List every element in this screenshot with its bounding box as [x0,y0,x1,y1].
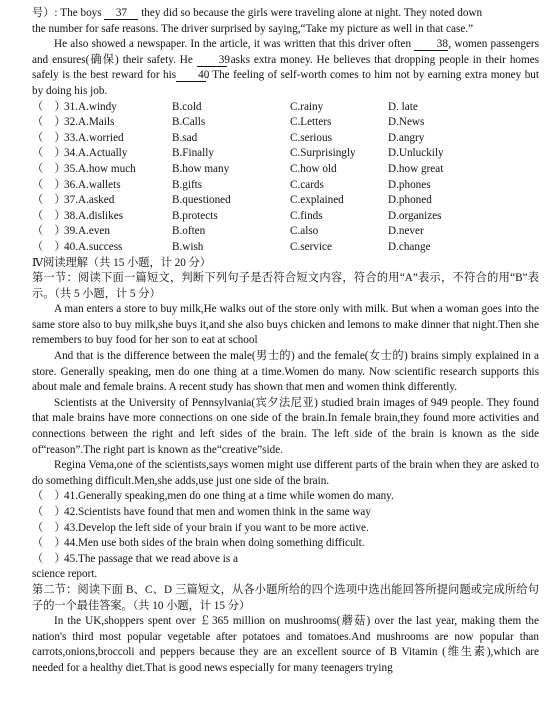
part-instruction: 第一节：阅读下面一篇短文，判断下列句子是否符合短文内容，符合的用“A”表示，不符合的用“B”表示。（共 5 小题，计 5 分） [32,272,539,300]
blank-40: 40 [176,69,206,82]
option-d: D.Unluckily [388,147,444,160]
option-d: D.phoned [388,194,432,207]
section-heading: Ⅳ阅读理解（共 15 小题，计 20 分） [32,256,211,269]
option-row [32,100,539,116]
option-a: 37.A.asked [64,194,115,207]
option-c: C.rainy [290,100,324,113]
options-list [32,100,539,256]
question-text: 44.Men use both sides of the brain when doing something difficult. [64,537,365,550]
option-row [32,146,539,162]
text-span: asks extra money. He believes that dropping people in their homes safely is the best reward for his [32,53,540,82]
option-row [32,162,539,178]
question-row [32,536,539,552]
option-d: D.phones [388,178,431,191]
option-b: B.wish [172,240,204,253]
option-c: C.Letters [290,116,332,129]
question-text: 45.The passage that we read above is a [64,552,238,565]
answer-paren[interactable]: （ ） [32,506,66,518]
option-a: 34.A.Actually [64,147,128,160]
option-c: C.serious [290,131,332,144]
text-span: 号）: The boys [32,7,102,19]
option-b: B.questioned [172,194,231,207]
option-d: D.how great [388,162,444,175]
answer-paren[interactable]: （ ） [32,225,66,238]
answer-paren[interactable]: （ ） [32,116,66,129]
passage-paragraph [32,37,539,99]
answer-paren[interactable]: （ ） [32,537,66,550]
answer-paren[interactable]: （ ） [32,178,66,191]
option-d: D. late [388,100,418,113]
option-d: D.angry [388,131,425,144]
answer-paren[interactable]: （ ） [32,162,66,175]
option-b: B.often [172,225,206,238]
option-row [32,193,539,209]
option-b: B.Calls [172,116,206,129]
question-text: 41.Generally speaking,men do one thing at a time while women do many. [64,490,394,503]
option-b: B.gifts [172,178,203,191]
blank-39: 39 [197,54,227,67]
answer-paren[interactable]: （ ） [32,240,66,253]
option-b: B.sad [172,131,198,144]
option-c: C.how old [290,162,337,175]
option-a: 33.A.worried [64,131,124,144]
answer-paren[interactable]: （ ） [32,490,66,503]
option-b: B.how many [172,162,230,175]
option-b: B.protects [172,209,218,222]
option-b: B.Finally [172,147,214,160]
question-row [32,505,539,521]
passage-paragraph: Regina Vema,one of the scientists,says women might use different parts of the brain when they are asked to do something difficult.Men,she adds,use just one side of the brain. [32,459,539,487]
option-row [32,178,539,194]
option-c: C.explained [290,194,344,207]
option-a: 39.A.even [64,225,110,238]
question-text: 43.Develop the left side of your brain if you want to be more active. [64,521,369,534]
option-d: D.change [388,240,431,253]
option-d: D.News [388,116,425,129]
option-a: 38.A.dislikes [64,209,124,222]
option-a: 40.A.success [64,240,123,253]
option-row [32,115,539,131]
option-c: C.finds [290,209,323,222]
question-continuation: science report. [32,568,98,581]
option-row [32,209,539,225]
text-span: , women passengers and ensures(确保) their safety. He [32,38,539,66]
option-c: C.cards [290,178,324,191]
option-row [32,240,539,256]
option-c: C.also [290,225,319,238]
answer-paren[interactable]: （ ） [32,521,66,534]
option-row [32,131,539,147]
option-a: 31.A.windy [64,100,117,113]
question-row [32,489,539,505]
option-d: D.organizes [388,209,442,222]
question-text: 42.Scientists have found that men and women think in the same way [64,506,371,518]
option-a: 35.A.how much [64,162,136,175]
question-row [32,552,539,568]
option-d: D.never [388,225,424,238]
passage-paragraph: Scientists at the University of Pennsylvania(宾夕法尼亚) studied brain images of 949 people. They found that male brains have more connections on one side of the brain.In female brain,they found more activities and connections between the right and left sides of the brain. The left side of the brain is known as the side of“reason”.The right part is known as the“creative”side. [32,396,539,456]
option-row [32,224,539,240]
text-span: He also showed a newspaper. In the article, it was written that this driver often [54,38,412,51]
answer-paren[interactable]: （ ） [32,194,66,207]
option-a: 36.A.wallets [64,178,121,191]
text-span: they did so because the girls were traveling alone at night. They noted down [141,7,483,19]
option-b: B.cold [172,100,202,113]
blank-38: 38 [414,38,448,51]
text-span: . The feeling of self-worth comes to him not by earning extra money but by doing his job. [32,69,539,97]
passage-paragraph: In the UK,shoppers spent over ￡365 million on mushrooms(蘑菇) over the last year, making them the nation's third most popular vegetable after potatoes and tomatoes.And mushrooms are now popular than carrots,onions,broccoli and peppers because they are an excellent source of B Vitamin (维生素),which are needed for a healthy diet.That is good news especially for many teenagers trying [32,615,539,674]
answer-paren[interactable]: （ ） [32,209,66,222]
passage-paragraph: And that is the difference between the male(男士的) and the female(女士的) brains simply explained in a store. Generally speaking, men do one thing at a time.Women do many. Now scientific research supports this about male and female brains. A recent study has shown that men and women think differently. [32,350,539,394]
option-c: C.Surprisingly [290,147,356,160]
passage-line [32,6,539,22]
answer-paren[interactable]: （ ） [32,552,66,565]
part-instruction: 第二节：阅读下面 B、C、D 三篇短文，从各小题所给的四个选项中选出能回答所提问题或完成所给句子的一个最佳答案。（共 10 小题，计 15 分） [32,583,539,612]
answer-paren[interactable]: （ ） [32,147,66,160]
answer-paren[interactable]: （ ） [32,100,66,113]
option-c: C.service [290,240,332,253]
passage-paragraph: A man enters a store to buy milk,He walks out of the store only with milk. But when a woman goes into the same store also to buy milk,she buys it,and she also buys chicken and lemons to make dinner that night.Then she remembers to buy food for her son to eat at school [32,303,539,347]
blank-37: 37 [104,7,138,20]
judgement-list [32,489,539,567]
question-row [32,521,539,537]
answer-paren[interactable]: （ ） [32,131,66,144]
passage-line: the number for safe reasons. The driver surprised by saying,“Take my picture as well in that case.” [32,22,474,35]
option-a: 32.A.Mails [64,116,115,129]
